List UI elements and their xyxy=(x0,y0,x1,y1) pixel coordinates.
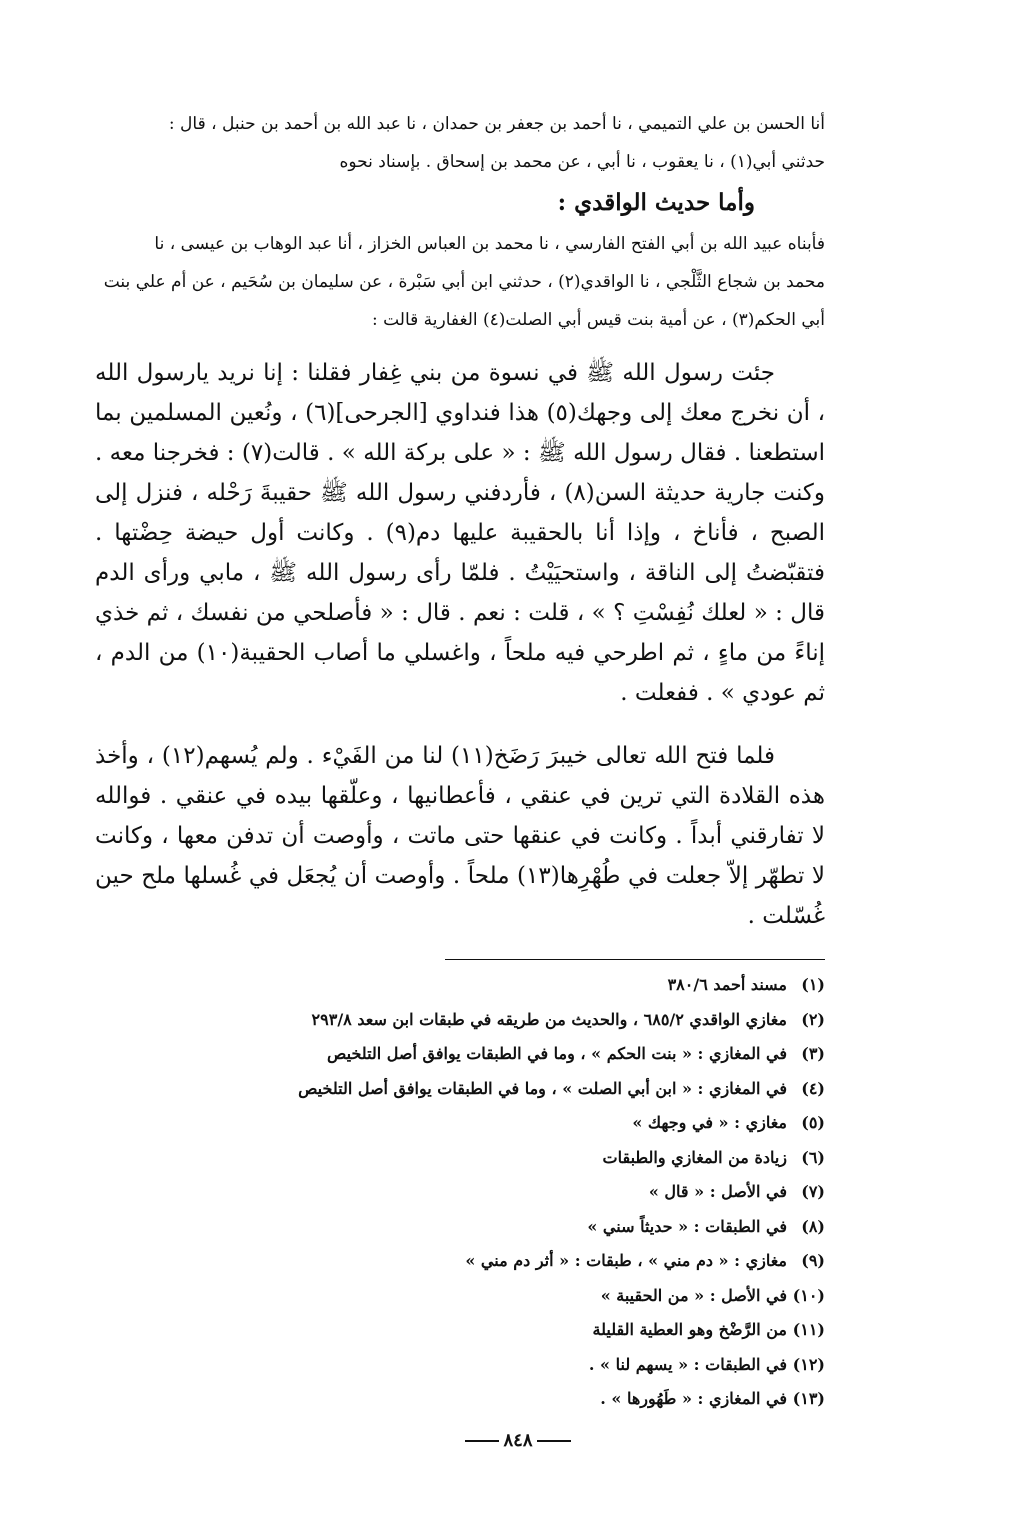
footnote-text: من الرَّضْخ وهو العطية القليلة xyxy=(592,1320,787,1339)
page-body xyxy=(95,105,825,1417)
isnad-line: محمد بن شجاع الثَّلْجي ، نا الواقدي(٢) ، حدثني ابن أبي سَبْرة ، عن سليمان بن سُحَيم ، عن أم علي بنت xyxy=(103,272,825,292)
footnote-text: مغازي : « في وجهك » xyxy=(632,1113,787,1132)
hadith-paragraph: جئت رسول الله ﷺ في نسوة من بني غِفار فقلنا : إنا نريد يارسول الله ، أن نخرج معك إلى وجهك(٥) هذا فنداوي [الجرحى](٦) ، ونُعين المسلمين بما استطعنا . فقال رسول الله ﷺ : « على بركة الله » . قالت(٧) : فخرجنا معه . وكنت جارية حديثة السن(٨) ، فأردفني رسول الله ﷺ حقيبةَ رَحْله ، فنزل إلى الصبح ، فأناخ ، وإذا أنا بالحقيبة عليها دم(٩) . وكانت أول حيضة حِضْتها . فتقبّضتُ إلى الناقة ، واستحيَيْتُ . فلمّا رأى رسول الله ﷺ ، مابي ورأى الدم قال : « لعلك نُفِسْتِ ؟ » ، قلت : نعم . قال : « فأصلحي من نفسك ، ثم خذي إناءً من ماءٍ ، ثم اطرحي فيه ملحاً ، واغسلي ما أصاب الحقيبة(١٠) من الدم ، ثم عودي » . ففعلت . xyxy=(95,360,825,706)
isnad-line: فأبناه عبيد الله بن أبي الفتح الفارسي ، نا محمد بن العباس الخزاز ، أنا عبد الوهاب بن عيسى ، نا xyxy=(154,234,825,254)
section-heading: وأما حديث الواقدي : xyxy=(557,189,755,216)
page-number xyxy=(0,1430,1036,1451)
footnote xyxy=(95,1141,825,1176)
footnote xyxy=(95,1244,825,1279)
footnote-text: زيادة من المغازي والطبقات xyxy=(602,1147,787,1167)
footnote-number: (٩) xyxy=(801,1251,825,1270)
footnote xyxy=(95,1382,825,1417)
isnad-line: أبي الحكم(٣) ، عن أمية بنت قيس أبي الصلت(٤) الغفارية قالت : xyxy=(371,310,825,330)
footnote-text: في الأصل : « من الحقيبة » xyxy=(600,1285,787,1305)
footnote xyxy=(95,1037,825,1072)
footnote-text: في الطبقات : « حديثاً سني » xyxy=(587,1216,787,1236)
footnote-text: في المغازي : « ابن أبي الصلت » ، وما في الطبقات يوافق أصل التلخيص xyxy=(298,1078,787,1098)
isnad-line: حدثني أبي(١) ، نا يعقوب ، نا أبي ، عن محمد بن إسحاق . بإسناد نحوه xyxy=(339,152,825,172)
footnote-number: (٤) xyxy=(801,1078,825,1098)
footnote-number: (١) xyxy=(801,975,825,994)
footnote-number: (٣) xyxy=(801,1044,825,1063)
footnote-number: (٦) xyxy=(801,1147,825,1167)
footnote-text: في الأصل : « قال » xyxy=(648,1182,787,1201)
isnad-line: أنا الحسن بن علي التميمي ، نا أحمد بن جعفر بن حمدان ، نا عبد الله بن أحمد بن حنبل ، قال : xyxy=(168,114,825,134)
footnote-text: مغازي الواقدي ٦٨٥/٢ ، والحديث من طريقه في طبقات ابن سعد ٢٩٣/٨ xyxy=(311,1009,787,1029)
footnote xyxy=(95,1003,825,1038)
footnote xyxy=(95,1175,825,1210)
footnote-text: مسند أحمد ٣٨٠/٦ xyxy=(667,975,787,994)
footnote xyxy=(95,1313,825,1348)
footnote-text: مغازي : « دم مني » ، طبقات : « أثر دم مني » xyxy=(465,1251,787,1270)
footnote-text: في المغازي : « طَهُورها » . xyxy=(600,1389,787,1408)
footnote-number: (٨) xyxy=(801,1216,825,1236)
footnote-number: (١١) xyxy=(792,1320,825,1339)
hadith-paragraph: فلما فتح الله تعالى خيبرَ رَضَخ(١١) لنا من الفَيْء . ولم يُسهم(١٢) ، وأخذ هذه القلادة التي ترين في عنقي ، فأعطانيها ، وعلّقها بيده في عنقي . فوالله لا تفارقني أبداً . وكانت في عنقها حتى ماتت ، وأوصت أن تدفن معها ، وكانت لا تطهّر إلاّ جعلت في طُهْرِها(١٣) ملحاً . وأوصت أن يُجعَل في غُسلها ملح حين غُسّلت . xyxy=(95,743,826,929)
footnote xyxy=(95,1106,825,1141)
footnote xyxy=(95,1210,825,1245)
footnote-separator xyxy=(445,959,825,960)
page-number-text: ٨٤٨ xyxy=(503,1430,533,1451)
footnote xyxy=(95,968,825,1003)
footnote xyxy=(95,1072,825,1107)
page-number-dash xyxy=(465,1440,499,1442)
footnote-number: (٧) xyxy=(801,1182,825,1201)
page-number-dash xyxy=(537,1440,571,1442)
footnote-text: في المغازي : « بنت الحكم » ، وما في الطبقات يوافق أصل التلخيص xyxy=(327,1044,787,1063)
footnotes xyxy=(95,968,825,1417)
footnote-text: في الطبقات : « يسهم لنا » . xyxy=(588,1354,787,1374)
footnote xyxy=(95,1348,825,1383)
footnote-number: (٥) xyxy=(801,1113,825,1132)
footnote xyxy=(95,1279,825,1314)
footnote-number: (١٢) xyxy=(792,1354,825,1374)
footnote-number: (٢) xyxy=(801,1009,825,1029)
footnote-number: (١٣) xyxy=(792,1389,825,1408)
footnote-number: (١٠) xyxy=(792,1285,825,1305)
